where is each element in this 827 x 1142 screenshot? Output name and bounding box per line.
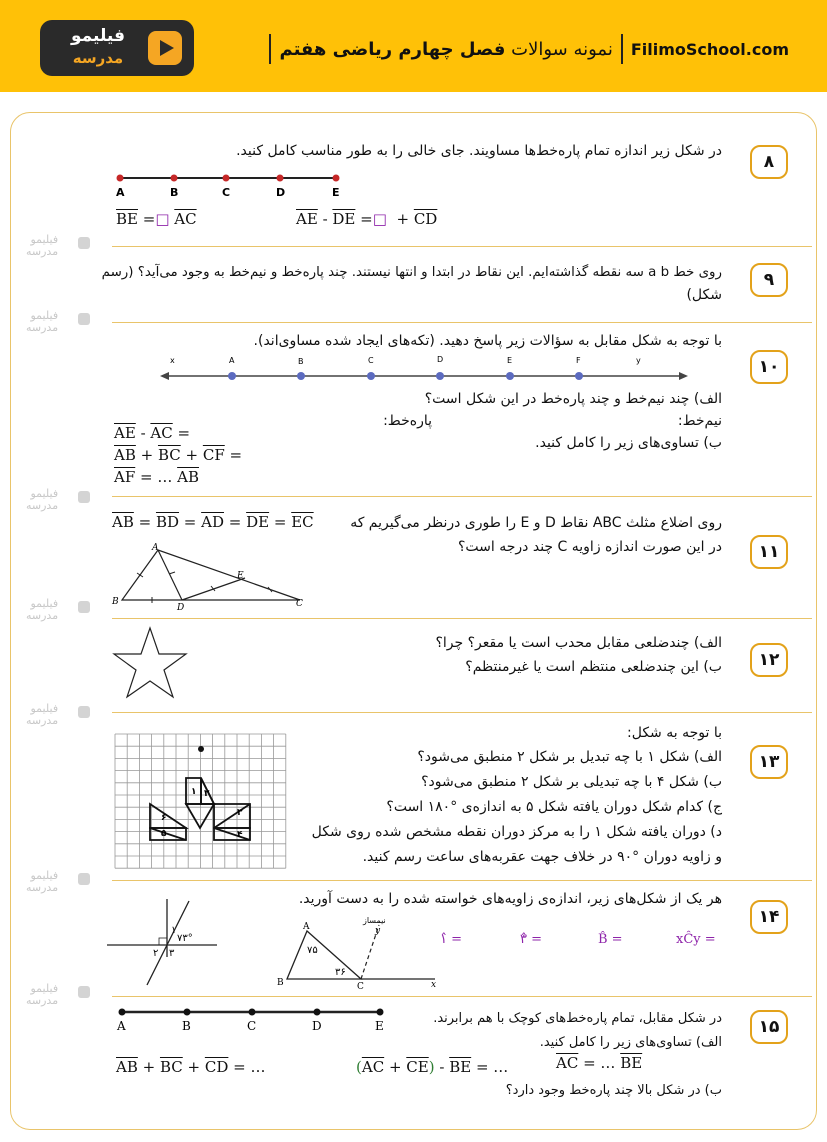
angle-label: ۳۶ <box>335 967 346 978</box>
play-icon <box>148 31 182 65</box>
watermark: فیلیمو مدرسه <box>26 870 58 894</box>
question-number: ۱۱ <box>750 535 788 569</box>
triangle-figure <box>110 540 310 613</box>
point-label: B <box>298 357 304 366</box>
play-icon <box>78 237 90 249</box>
play-icon <box>78 873 90 885</box>
point-dot <box>436 372 444 380</box>
logo-text-line2: مدرسه <box>72 49 124 67</box>
point-dot <box>228 372 236 380</box>
equation: $\overline{BE}$ =□ $\overline{AC}$ <box>116 210 197 228</box>
point-dot <box>297 372 305 380</box>
point-label: C <box>296 599 303 609</box>
point-label: E <box>237 571 244 581</box>
shape-label: ۲ <box>204 789 210 799</box>
question-number: ۱۲ <box>750 643 788 677</box>
question-text: ب) شکل ۴ با چه تبدیلی بر شکل ۲ منطبق می‌شود؟ <box>421 774 722 790</box>
question-number: ۱۴ <box>750 900 788 934</box>
point-label: F <box>576 356 581 365</box>
question-text: در شکل مقابل، تمام پاره‌خط‌های کوچک با هم برابرند. <box>433 1011 722 1026</box>
question-text: ب) در شکل بالا چند پاره‌خط وجود دارد؟ <box>505 1083 722 1098</box>
question-text: روی اضلاع مثلث ABC نقاط D و E را طوری درنظر می‌گیریم که <box>350 515 722 531</box>
point-label: C <box>368 356 374 365</box>
angle-label: ۷۳° <box>177 933 193 944</box>
shape-label: ۱ <box>191 787 197 797</box>
point-label: A <box>116 186 125 199</box>
point-dot <box>333 175 340 182</box>
watermark: فیلیمو مدرسه <box>26 488 58 512</box>
filimo-school-logo <box>40 20 194 76</box>
point-label: x <box>170 356 175 365</box>
question-text: ب) تساوی‌های زیر را کامل کنید. <box>535 435 722 451</box>
play-icon <box>78 313 90 325</box>
grid-figure <box>113 732 288 870</box>
point-label: A <box>117 1019 126 1033</box>
shape-label: ۳ <box>237 808 243 818</box>
question-text: ج) کدام شکل دوران یافته شکل ۵ به اندازه‌ی °۱۸۰ است؟ <box>386 799 722 815</box>
question-text: ب) این چندضلعی منتظم است یا غیرمنتظم؟ <box>465 659 722 675</box>
point-dot <box>277 175 284 182</box>
point-dot <box>367 372 375 380</box>
equation: $(\overline{AC} + \overline{CE}) - \overline{BE}$ = … <box>356 1058 509 1076</box>
angles-figure-1 <box>105 895 225 987</box>
point-label: B <box>277 978 284 988</box>
point-dot <box>506 372 514 380</box>
watermark: فیلیمو مدرسه <box>26 598 58 622</box>
question-number: ۱۵ <box>750 1010 788 1044</box>
point-label: y <box>636 356 641 365</box>
play-icon <box>78 601 90 613</box>
point-label: C <box>222 186 231 199</box>
angles-figure-2 <box>275 913 445 991</box>
answer-blank: xĈy = <box>676 932 716 947</box>
point-label: D <box>312 1019 322 1033</box>
question-text: د) دوران یافته شکل ۱ را به مرکز دوران نقطه مشخص شده روی شکل <box>311 824 722 840</box>
page-header <box>0 0 827 92</box>
question-number: ۱۰ <box>750 350 788 384</box>
play-icon <box>78 986 90 998</box>
point-label: C <box>357 982 364 992</box>
header-title <box>261 34 789 64</box>
divider <box>112 496 812 497</box>
question-number: ۸ <box>750 145 788 179</box>
divider <box>112 246 812 247</box>
question-number: ۱۳ <box>750 745 788 779</box>
question-text: در این صورت اندازه زاویه C چند درجه است؟ <box>458 539 722 555</box>
answer-blank: ۱̂ = <box>440 932 463 947</box>
divider <box>112 712 812 713</box>
point-label: E <box>332 186 340 199</box>
divider <box>112 322 812 323</box>
question-text: هر یک از شکل‌های زیر، اندازه‌ی زاویه‌های خواسته شده را به دست آورید. <box>298 891 722 907</box>
rotation-center-dot <box>198 746 204 752</box>
point-label: E <box>375 1019 384 1033</box>
answer-blank: B̂ = <box>598 932 623 947</box>
point-dot <box>249 1009 256 1016</box>
shape-label: ۶ <box>161 813 167 823</box>
question-text: با توجه به شکل: <box>627 725 722 741</box>
watermark: فیلیمو مدرسه <box>26 703 58 727</box>
q15-segment-figure <box>112 1004 392 1034</box>
divider <box>112 996 812 997</box>
q8-segment-figure <box>110 170 350 200</box>
point-label: C <box>247 1019 257 1033</box>
point-dot <box>171 175 178 182</box>
point-dot <box>117 175 124 182</box>
point-label: D <box>177 603 185 613</box>
equation: $\overline{AB} = \overline{BD} = \overline{AD} = \overline{DE} = \overline{EC}$ <box>112 513 314 531</box>
question-text: و زاویه دوران °۹۰ در خلاف جهت عقربه‌های ساعت رسم کنید. <box>362 849 722 865</box>
q10-line-figure <box>160 354 690 384</box>
star-figure <box>112 626 188 700</box>
point-dot <box>119 1009 126 1016</box>
equation: $\overline{AC}$ = … $\overline{BE}$ <box>556 1054 643 1072</box>
point-label: y <box>375 926 381 936</box>
logo-text-line1: فیلیمو <box>70 26 125 46</box>
title-bold: فصل چهارم ریاضی هفتم <box>279 38 506 60</box>
point-dot <box>377 1009 384 1016</box>
question-text: الف) شکل ۱ با چه تبدیل بر شکل ۲ منطبق می‌شود؟ <box>417 749 722 765</box>
point-label: B <box>112 597 119 607</box>
divider <box>269 34 271 64</box>
point-label: A <box>303 922 310 932</box>
point-dot <box>184 1009 191 1016</box>
angle-label: ۱ <box>171 925 177 936</box>
equation: $\overline{AF}$ = … $\overline{AB}$ <box>114 468 199 486</box>
question-number: ۹ <box>750 263 788 297</box>
shape-label: ۵ <box>161 829 167 839</box>
point-label: A <box>229 356 235 365</box>
question-text: الف) چند نیم‌خط و چند پاره‌خط در این شکل است؟ <box>424 391 722 407</box>
watermark: فیلیمو مدرسه <box>26 234 58 258</box>
point-label: E <box>507 356 513 365</box>
shape-label: ۴ <box>237 830 243 840</box>
site-name: FilimoSchool.com <box>630 39 789 59</box>
point-label: D <box>276 186 286 199</box>
question-text: در شکل زیر اندازه تمام پاره‌خط‌ها مساویند. جای خالی را به طور مناسب کامل کنید. <box>236 143 722 159</box>
angle-label: ۲ <box>153 948 159 959</box>
equation: $\overline{AE} - \overline{AC}$ = <box>114 424 191 442</box>
angle-bisector-label: نیمساز <box>363 916 386 925</box>
equation: $\overline{AB} + \overline{BC} + \overline{CD}$ = … <box>116 1058 266 1076</box>
point-label: x <box>431 980 437 990</box>
divider <box>112 880 812 881</box>
question-text: روی خط a b سه نقطه گذاشته‌ایم. این نقاط در ابتدا و انتها نیستند. چند پاره‌خط و نیم‌خط به وجود می‌آید؟ (رسم <box>101 265 722 280</box>
divider <box>112 618 812 619</box>
question-text: الف) تساوی‌های زیر را کامل کنید. <box>539 1035 722 1050</box>
label: نیم‌خط: <box>677 413 722 429</box>
answer-blank: ۳̂ = <box>520 932 543 947</box>
play-icon <box>78 706 90 718</box>
equation: $\overline{AE} - \overline{DE}$ =□ + $\overline{CD}$ <box>296 210 438 228</box>
divider <box>621 34 623 64</box>
point-dot <box>575 372 583 380</box>
angle-label: ۷۵ <box>307 945 318 956</box>
point-label: D <box>437 355 444 364</box>
watermark: فیلیمو مدرسه <box>26 310 58 334</box>
point-label: B <box>170 186 179 199</box>
point-dot <box>223 175 230 182</box>
label: پاره‌خط: <box>383 413 432 429</box>
angle-label: ۳ <box>169 948 175 959</box>
point-label: B <box>182 1019 191 1033</box>
question-text: با توجه به شکل مقابل به سؤالات زیر پاسخ دهید. (تکه‌های ایجاد شده مساوی‌اند). <box>253 333 722 349</box>
title-prefix: نمونه سوالات <box>511 38 613 60</box>
question-text: شکل) <box>686 287 722 303</box>
watermark: فیلیمو مدرسه <box>26 983 58 1007</box>
point-dot <box>314 1009 321 1016</box>
equation: $\overline{AB} + \overline{BC} + \overline{CF}$ = <box>114 446 243 464</box>
point-label: A <box>152 543 159 553</box>
question-text: الف) چندضلعی مقابل محدب است یا مقعر؟ چرا؟ <box>435 635 722 651</box>
play-icon <box>78 491 90 503</box>
